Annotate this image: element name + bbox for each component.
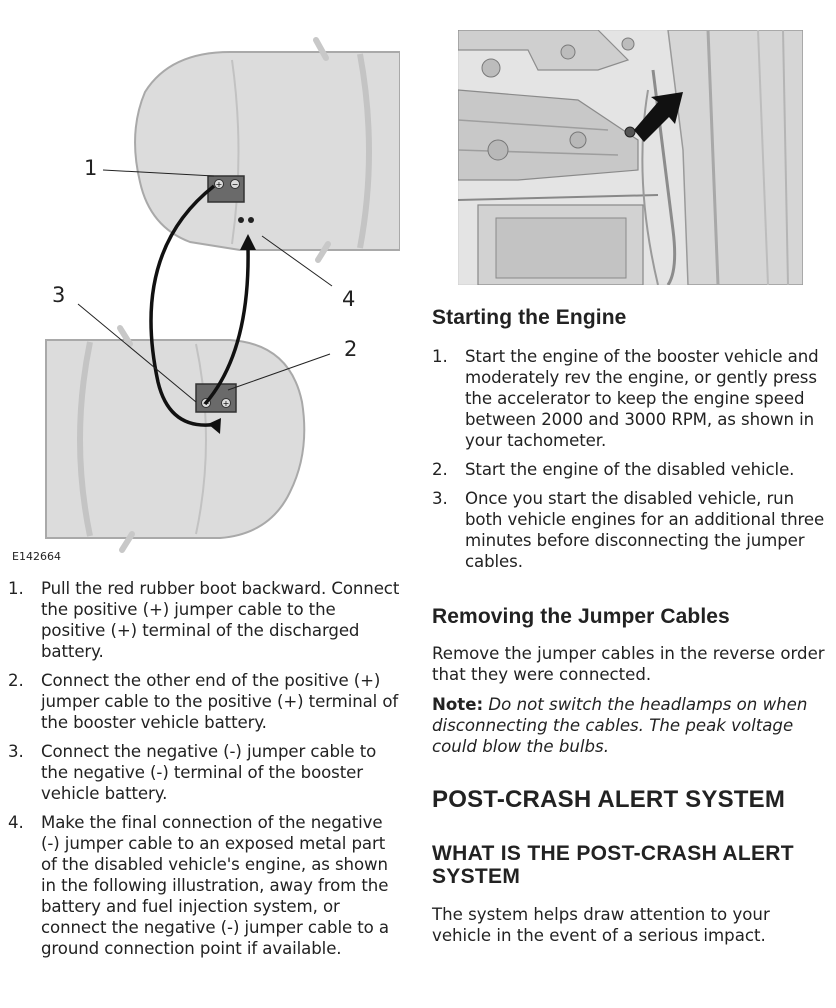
removing-cables-heading: Removing the Jumper Cables <box>432 605 730 628</box>
list-item: 2. Start the engine of the disabled vehicle. <box>432 460 795 479</box>
svg-text:+: + <box>215 180 223 189</box>
subsection-body: The system helps draw attention to your vehicle in the event of a serious impact. <box>432 905 770 945</box>
section-title: POST-CRASH ALERT SYSTEM <box>432 786 786 813</box>
callout-4: 4 <box>342 287 356 311</box>
list-item: 2. Connect the other end of the positive (+) jumper cable to the positive (+) terminal of the booster vehicle battery. <box>8 671 399 732</box>
list-item: 4. Make the final connection of the negative (-) jumper cable to an exposed metal part of the disabled vehicle's engine, as shown in the following illustration, away from the battery and fuel injection system, or connect the negative (-) jumper cable to a ground connection point if available. <box>8 813 389 958</box>
note-text: Do not switch the headlamps on when disconnecting the cables. The peak voltage could blow the bulbs. <box>432 695 808 756</box>
jumper-cable-diagram <box>0 22 400 567</box>
callout-1: 1 <box>84 156 98 180</box>
svg-text:−: − <box>231 180 239 189</box>
right-column <box>418 0 836 1008</box>
engine-ground-point-illustration <box>458 30 803 285</box>
ground-point-dot <box>248 217 254 223</box>
svg-text:+: + <box>222 399 230 408</box>
note-paragraph <box>432 694 828 757</box>
note-label: Note: <box>432 695 484 714</box>
removing-body: Remove the jumper cables in the reverse order that they were connected. <box>432 644 825 684</box>
list-item: 1. Start the engine of the booster vehicle and moderately rev the engine, or gently press the accelerator to keep the engine speed between 2000 and 3000 RPM, as shown in your tachometer. <box>432 347 819 450</box>
starting-steps-list <box>432 346 832 580</box>
discharged-battery <box>208 176 244 202</box>
booster-vehicle-illustration <box>46 328 304 550</box>
list-item: 3. Connect the negative (-) jumper cable to the negative (-) terminal of the booster vehicle battery. <box>8 742 377 803</box>
callout-3: 3 <box>52 283 66 307</box>
list-item: 1. Pull the red rubber boot backward. Connect the positive (+) jumper cable to the positive (+) terminal of the discharged battery. <box>8 579 400 661</box>
callout-2: 2 <box>344 337 358 361</box>
ground-point-dot <box>238 217 244 223</box>
jumper-steps-list <box>8 578 400 967</box>
figure-code: E142664 <box>12 550 61 563</box>
ground-stud <box>625 127 635 137</box>
subsection-title: WHAT IS THE POST-CRASH ALERT SYSTEM <box>432 842 794 888</box>
list-item: 3. Once you start the disabled vehicle, run both vehicle engines for an additional three minutes before disconnecting the jumper cables. <box>432 489 825 571</box>
svg-text:−: − <box>202 399 210 408</box>
starting-engine-heading: Starting the Engine <box>432 306 627 329</box>
